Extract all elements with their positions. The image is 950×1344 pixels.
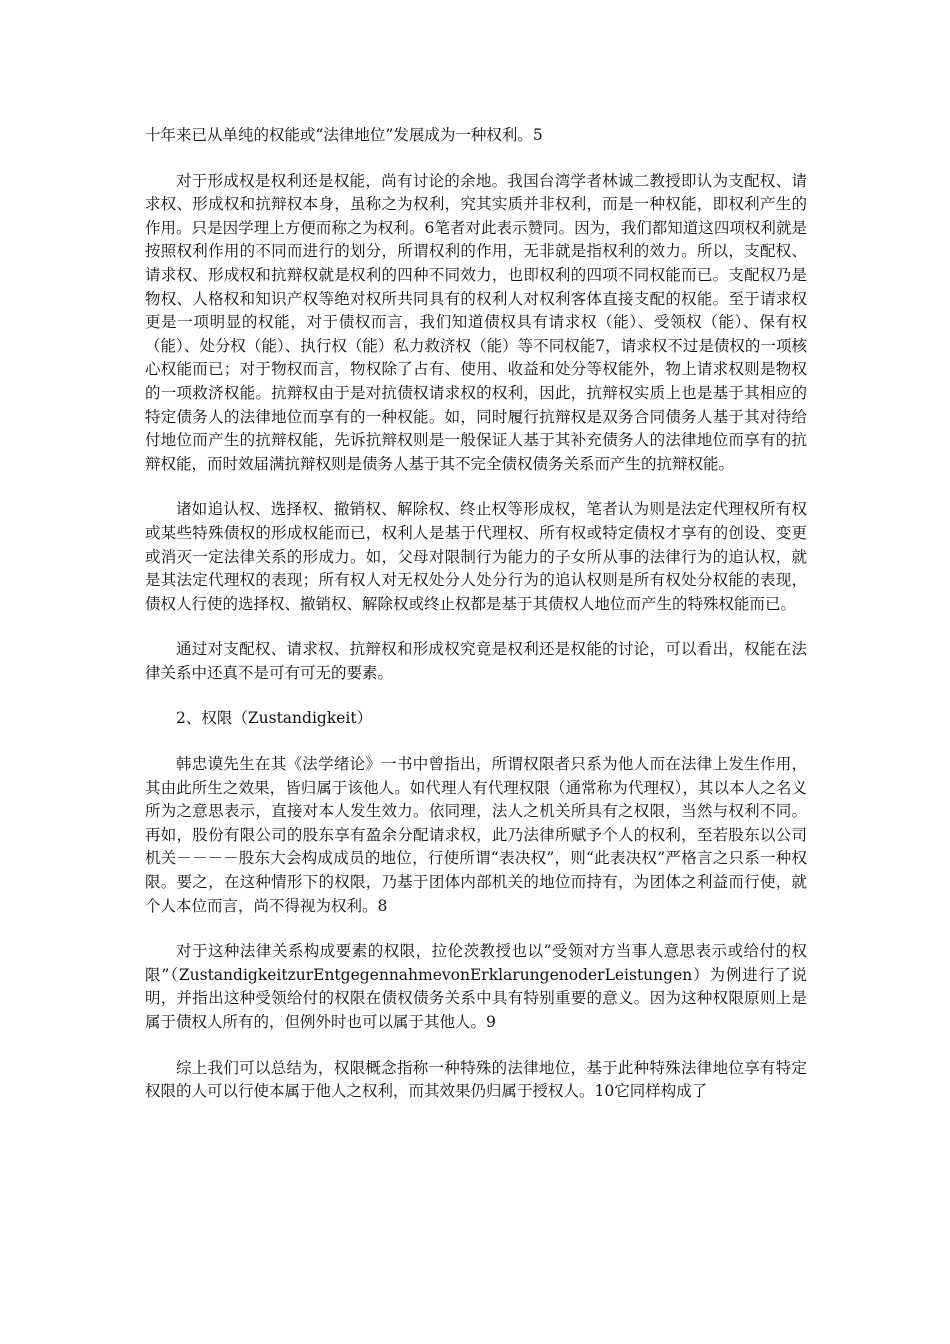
paragraph-summary: 综上我们可以总结为，权限概念指称一种特殊的法律地位，基于此种特殊法律地位享有特定权限的人可以行使本属于他人之权利，而其效果仍归属于授权人。10它同样构成了	[145, 1058, 807, 1101]
section-heading-authority: 2、权限（Zustandigkeit）	[176, 709, 373, 728]
paragraph-conclusion-powers: 通过对支配权、请求权、抗辩权和形成权究竟是权利还是权能的讨论，可以看出，权能在法律关系中还真不是可有可无的要素。	[145, 640, 807, 682]
paragraph-han-zhongmo: 韩忠谟先生在其《法学绪论》一书中曾指出，所谓权限者只系为他人而在法律上发生作用，其由此所生之效果，皆归属于该他人。如代理人有代理权限（通常称为代理权），其以本人之名义所为之意思表示，直接对本人发生效力。依同理，法人之机关所具有之权限，当然与权利不同。再如，股份有限公司的股东享有盈余分配请求权，此乃法律所赋予个人的权利，至若股东以公司机关－－－－股东大会构成成员的地位，行使所谓“表决权”，则“此表决权”严格言之只系一种权限。要之，在这种情形下的权限，乃基于团体内部机关的地位而持有，为团体之利益而行使，就个人本位而言，尚不得视为权利。8	[145, 755, 807, 915]
paragraph-formation-powers: 诸如追认权、选择权、撤销权、解除权、终止权等形成权，笔者认为则是法定代理权所有权或某些特殊债权的形成权能而已，权利人是基于代理权、所有权或特定债权才享有的创设、变更或消灭一定法律关系的形成力。如，父母对限制行为能力的子女所从事的法律行为的追认权，就是其法定代理权的表现；所有权人对无权处分人处分行为的追认权则是所有权处分权能的表现，债权人行使的选择权、撤销权、解除权或终止权都是基于其债权人地位而产生的特殊权能而已。	[145, 500, 807, 613]
document-body	[145, 124, 807, 1126]
paragraph-continuation: 十年来已从单纯的权能或“法律地位”发展成为一种权利。5	[145, 126, 543, 144]
paragraph-formation-rights: 对于形成权是权利还是权能，尚有讨论的余地。我国台湾学者林诚二教授即认为支配权、请求权、形成权和抗辩权本身，虽称之为权利，究其实质并非权利，而是一种权能，即权利产生的作用。只是因学理上方便而称之为权利。6笔者对此表示赞同。因为，我们都知道这四项权利就是按照权利作用的不同而进行的划分，所谓权利的作用，无非就是指权利的效力。所以，支配权、请求权、形成权和抗辩权就是权利的四种不同效力，也即权利的四项不同权能而已。支配权乃是物权、人格权和知识产权等绝对权所共同具有的权利人对权利客体直接支配的权能。至于请求权更是一项明显的权能，对于债权而言，我们知道债权具有请求权（能）、受领权（能）、保有权（能）、处分权（能）、执行权（能）私力救济权（能）等不同权能7，请求权不过是债权的一项核心权能而已；对于物权而言，物权除了占有、使用、收益和处分等权能外，物上请求权则是物权的一项救济权能。抗辩权由于是对抗债权请求权的权利，因此，抗辩权实质上也是基于其相应的特定债务人的法律地位而享有的一种权能。如，同时履行抗辩权是双务合同债务人基于其对待给付地位而产生的抗辩权能，先诉抗辩权则是一般保证人基于其补充债务人的法律地位而享有的抗辩权能，而时效届满抗辩权则是债务人基于其不完全债权债务关系而产生的抗辩权能。	[145, 171, 807, 473]
paragraph-larenz: 对于这种法律关系构成要素的权限，拉伦茨教授也以“受领对方当事人意思表示或给付的权限”（ZustandigkeitzurEntgegennahmevonErklarungenoderLeistungen）为例进行了说明，并指出这种受领给付的权限在债权债务关系中具有特别重要的意义。因为这种权限原则上是属于债权人所有的，但例外时也可以属于其他人。9	[145, 942, 807, 1031]
